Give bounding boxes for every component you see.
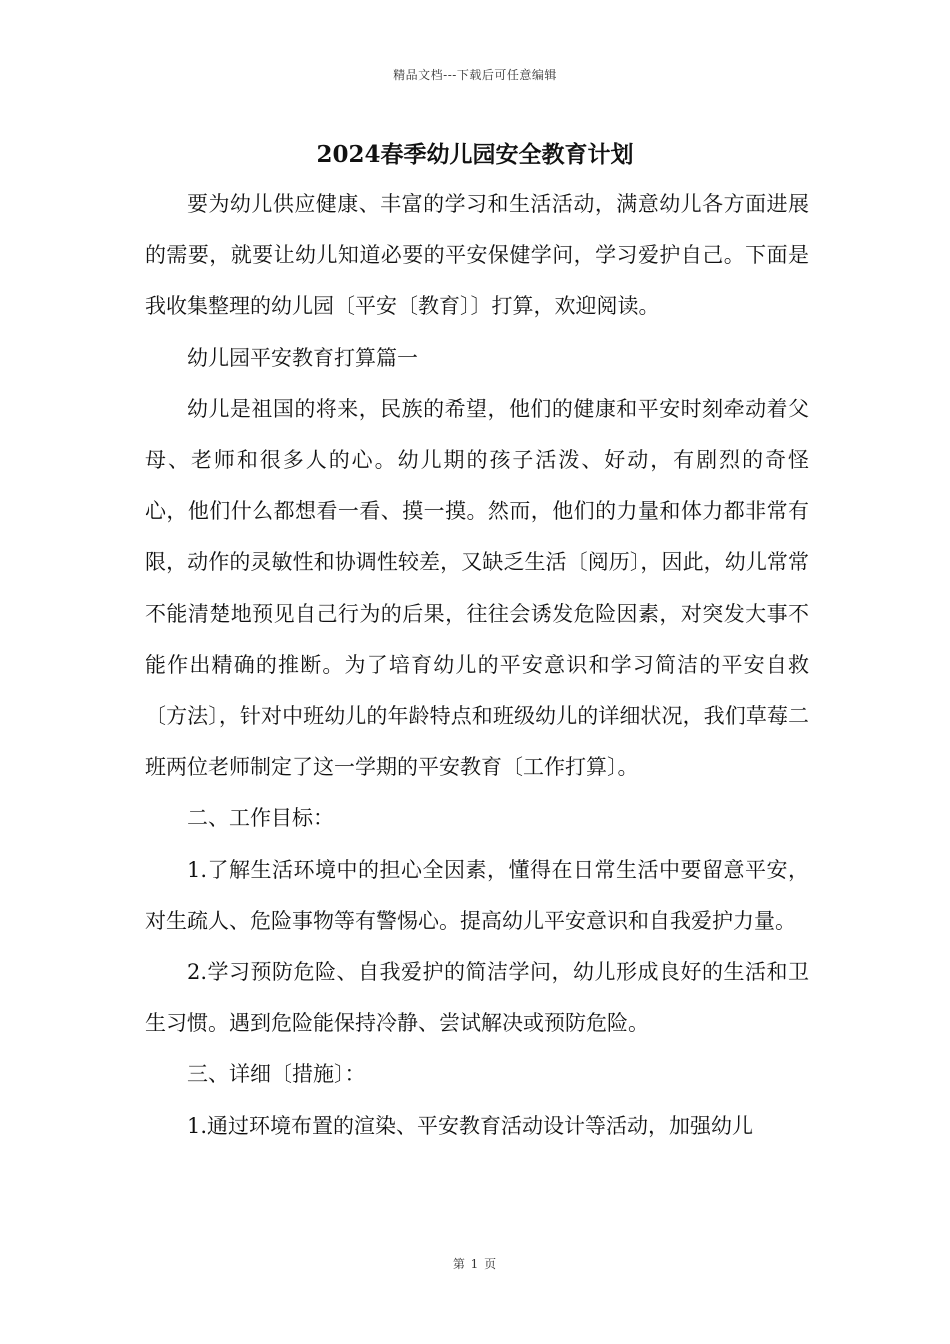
page-header: 精品文档---下载后可任意编辑	[393, 68, 557, 82]
section-heading: 三、详细〔措施〕：	[187, 1062, 366, 1087]
document-body	[145, 179, 851, 1152]
section-heading: 幼儿园平安教育打算篇一	[187, 345, 418, 370]
list-item: 1.通过环境布置的渲染、平安教育活动设计等活动，加强幼儿	[187, 1113, 754, 1138]
intro-paragraph: 要为幼儿供应健康、丰富的学习和生活活动，满意幼儿各方面进展的需要，就要让幼儿知道必要的平安保健学问，学习爱护自己。下面是我收集整理的幼儿园〔平安〔教育〕〕打算，欢迎阅读。	[145, 192, 809, 319]
document-title: 2024春季幼儿园安全教育计划	[316, 141, 634, 168]
list-item: 2.学习预防危险、自我爱护的简洁学问，幼儿形成良好的生活和卫生习惯。遇到危险能保持冷静、尝试解决或预防危险。	[145, 960, 809, 1036]
page-number: 第 1 页	[452, 1257, 498, 1271]
list-item: 1.了解生活环境中的担心全因素，懂得在日常生活中要留意平安，对生疏人、危险事物等有警惕心。提高幼儿平安意识和自我爱护力量。	[145, 857, 809, 933]
section-heading: 二、工作目标：	[187, 806, 334, 831]
body-paragraph: 幼儿是祖国的将来，民族的希望，他们的健康和平安时刻牵动着父母、老师和很多人的心。幼儿期的孩子活泼、好动，有剧烈的奇怪 心，他们什么都想看一看、摸一摸。然而，他们的力量和体力都非常有限，动作的灵敏性和协调性较差，又缺乏生活〔阅历〕，因此，幼儿常常不能清楚地预见自己行为的后果，往往会诱发危险因素，对突发大事不能作出精确的推断。为了培育幼儿的平安意识和学习简洁的平安自救〔方法〕，针对中班幼儿的年龄特点和班级幼儿的详细状况，我们草莓二班两位老师制定了这一学期的平安教育〔工作打算〕。	[145, 396, 851, 780]
